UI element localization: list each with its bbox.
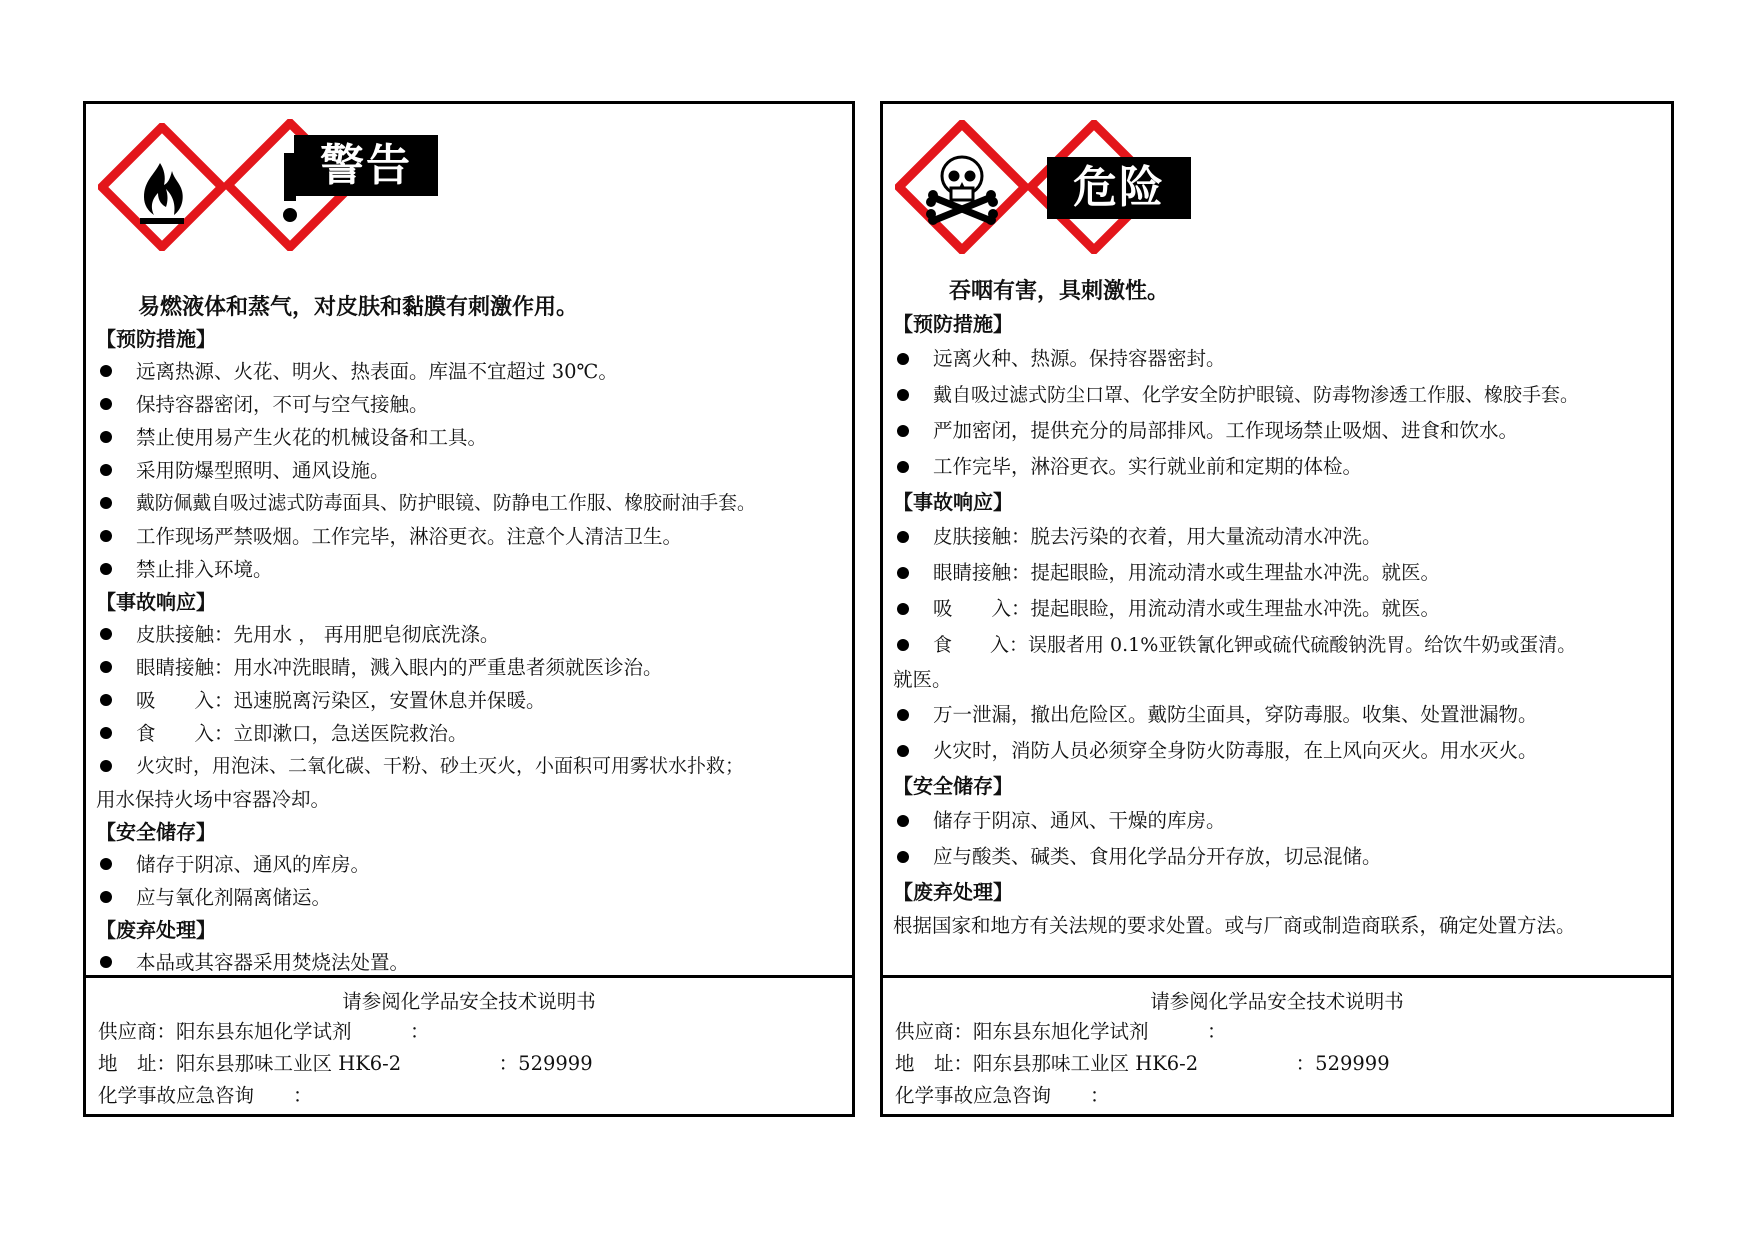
bullet-icon [100,760,112,772]
list-item: 远离火种、热源。保持容器密封。 [893,341,1665,377]
flame-icon [98,123,226,251]
emergency-line: 化学事故应急咨询 ： [895,1084,1110,1107]
signal-word: 警告 [294,135,438,196]
bullet-icon [897,531,909,543]
label-danger [880,101,1674,1117]
label-footer [86,975,852,1114]
precautions-content [96,323,846,979]
list-item: 眼睛接触：提起眼睑，用流动清水或生理盐水冲洗。就医。 [893,555,1665,591]
bullet-icon [897,353,909,365]
bullet-icon [897,425,909,437]
bullet-icon [897,567,909,579]
list-item: 火灾时，消防人员必须穿全身防火防毒服，在上风向灭火。用水灭火。 [893,733,1665,769]
hazard-statement: 吞咽有害，具刺激性。 [949,278,1170,304]
list-item: 工作完毕，淋浴更衣。实行就业前和定期的体检。 [893,449,1665,485]
bullet-icon [100,694,112,706]
bullet-icon [100,727,112,739]
list-item-continuation: 用水保持火场中容器冷却。 [96,788,331,811]
section-title-prevention: 【预防措施】 [96,327,216,351]
bullet-icon [100,431,112,443]
section-title-storage: 【安全储存】 [96,820,216,844]
address-line: 地 址：阳东县那味工业区 HK6-2 ：529999 [98,1052,593,1075]
list-item: 严加密闭，提供充分的局部排风。工作现场禁止吸烟、进食和饮水。 [893,413,1665,449]
bullet-icon [100,661,112,673]
list-item: 吸 入：提起眼睑，用流动清水或生理盐水冲洗。就医。 [893,591,1665,627]
list-item: 眼睛接触：用水冲洗眼睛，溅入眼内的严重患者须就医诊治。 [96,651,846,684]
bullet-icon [897,851,909,863]
list-item: 保持容器密闭，不可与空气接触。 [96,388,846,421]
address-line: 地 址：阳东县那味工业区 HK6-2 ：529999 [895,1052,1390,1075]
list-item: 本品或其容器采用焚烧法处置。 [96,946,846,979]
list-item: 戴防佩戴自吸过滤式防毒面具、防护眼镜、防静电工作服、橡胶耐油手套。 [96,487,846,520]
list-item: 储存于阴凉、通风的库房。 [96,848,846,881]
bullet-icon [100,497,112,509]
skull-crossbones-icon [895,120,1029,254]
list-item: 工作现场严禁吸烟。工作完毕，淋浴更衣。注意个人清洁卫生。 [96,520,846,553]
section-title-prevention: 【预防措施】 [893,312,1013,336]
bullet-icon [100,530,112,542]
bullet-icon [897,603,909,615]
supplier-line: 供应商：阳东县东旭化学试剂 ： [98,1020,430,1043]
signal-word: 危险 [1047,157,1191,219]
list-item: 储存于阴凉、通风、干燥的库房。 [893,803,1665,839]
list-item: 禁止排入环境。 [96,553,846,586]
disposal-text: 根据国家和地方有关法规的要求处置。或与厂商或制造商联系，确定处置方法。 [893,914,1576,937]
section-title-response: 【事故响应】 [893,490,1013,514]
bullet-icon [100,398,112,410]
emergency-line: 化学事故应急咨询 ： [98,1084,313,1107]
list-item: 火灾时，用泡沫、二氧化碳、干粉、砂土灭火，小面积可用雾状水扑救； [96,750,846,783]
list-item: 万一泄漏，撤出危险区。戴防尘面具，穿防毒服。收集、处置泄漏物。 [893,697,1665,733]
bullet-icon [897,709,909,721]
bullet-icon [100,858,112,870]
list-item: 吸 入：迅速脱离污染区，安置休息并保暖。 [96,684,846,717]
bullet-icon [100,365,112,377]
bullet-icon [100,891,112,903]
hazard-statement: 易燃液体和蒸气，对皮肤和黏膜有刺激作用。 [138,294,579,320]
list-item: 禁止使用易产生火花的机械设备和工具。 [96,421,846,454]
section-title-disposal: 【废弃处理】 [893,880,1013,904]
list-item-continuation: 就医。 [893,668,952,691]
section-title-storage: 【安全储存】 [893,774,1013,798]
bullet-icon [100,563,112,575]
list-item: 戴自吸过滤式防尘口罩、化学安全防护眼镜、防毒物渗透工作服、橡胶手套。 [893,377,1665,413]
bullet-icon [100,628,112,640]
bullet-icon [100,956,112,968]
bullet-icon [100,464,112,476]
list-item: 应与酸类、碱类、食用化学品分开存放，切忌混储。 [893,839,1665,875]
bullet-icon [897,389,909,401]
section-title-disposal: 【废弃处理】 [96,918,216,942]
bullet-icon [897,745,909,757]
precautions-content [893,307,1665,943]
list-item: 采用防爆型照明、通风设施。 [96,454,846,487]
list-item: 食 入：误服者用 0.1%亚铁氰化钾或硫代硫酸钠洗胃。给饮牛奶或蛋清。 [893,627,1665,663]
list-item: 皮肤接触：脱去污染的衣着，用大量流动清水冲洗。 [893,519,1665,555]
list-item: 食 入：立即漱口，急送医院救治。 [96,717,846,750]
label-warning [83,101,855,1117]
list-item: 皮肤接触：先用水 ， 再用肥皂彻底洗涤。 [96,618,846,651]
label-footer [883,975,1671,1114]
list-item: 远离热源、火花、明火、热表面。库温不宜超过 30℃。 [96,355,846,388]
bullet-icon [897,461,909,473]
footer-title: 请参阅化学品安全技术说明书 [342,990,596,1013]
list-item: 应与氧化剂隔离储运。 [96,881,846,914]
bullet-icon [897,639,909,651]
bullet-icon [897,815,909,827]
section-title-response: 【事故响应】 [96,590,216,614]
footer-title: 请参阅化学品安全技术说明书 [1150,990,1404,1013]
supplier-line: 供应商：阳东县东旭化学试剂 ： [895,1020,1227,1043]
